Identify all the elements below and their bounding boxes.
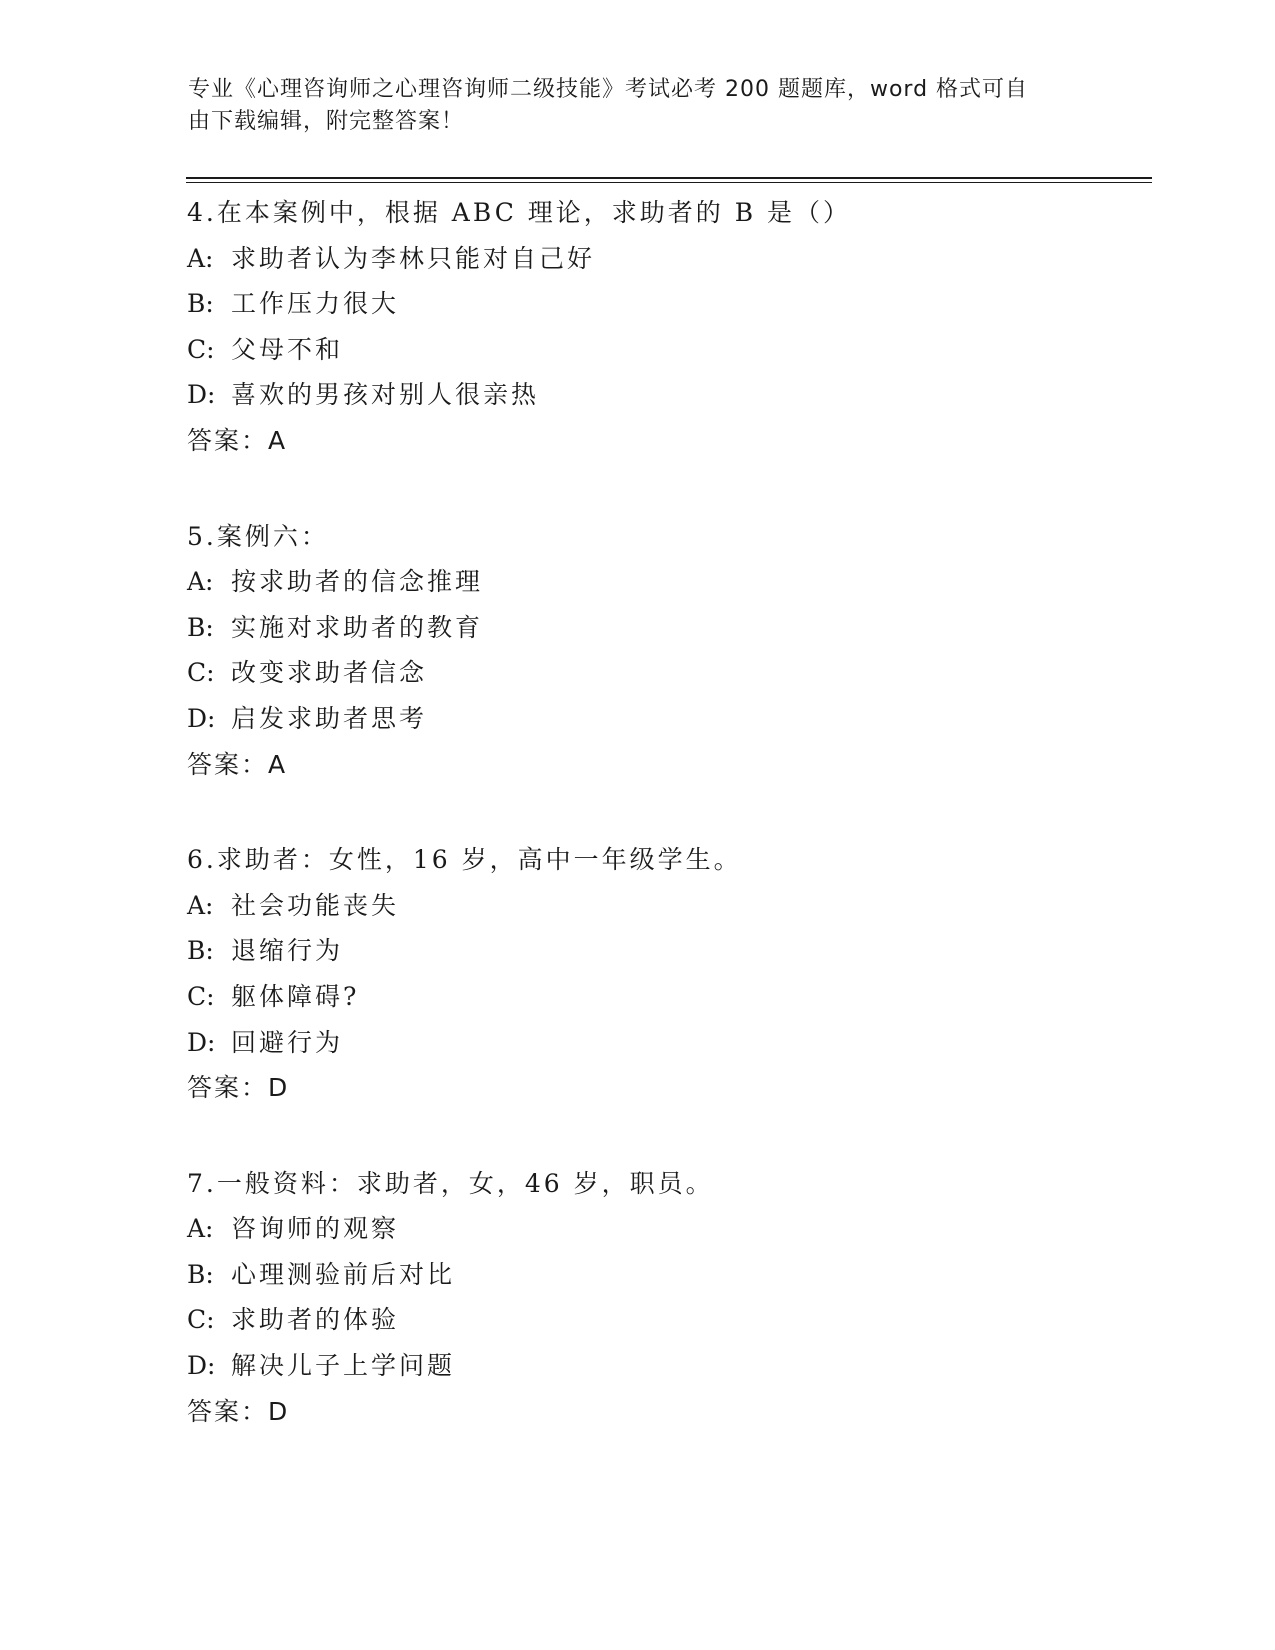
option-text: 躯体障碍? [231,981,360,1011]
option-letter: B: [187,612,214,642]
question-6 [187,837,1147,1111]
option-letter: B: [187,936,214,966]
option-a [187,236,1147,282]
option-letter: B: [187,289,214,319]
option-text: 工作压力很大 [231,289,400,319]
header-line-2: 由下载编辑，附完整答案！ [188,109,465,134]
option-text: 社会功能丧失 [231,890,400,920]
option-text: 退缩行为 [231,936,344,966]
option-c [187,1297,1147,1343]
question-stem: 6.求助者：女性，16 岁，高中一年级学生。 [187,845,742,875]
question-5 [187,514,1147,788]
option-text: 求助者的体验 [231,1305,400,1335]
option-c [187,974,1147,1020]
option-letter: A: [187,243,214,273]
option-letter: A: [187,567,214,597]
option-b [187,605,1147,651]
answer-line: 答案：A [187,749,288,779]
header-divider-thin [186,182,1152,183]
option-b [187,928,1147,974]
option-text: 改变求助者信念 [231,658,428,688]
option-text: 启发求助者思考 [231,703,428,733]
option-text: 求助者认为李林只能对自己好 [231,243,596,273]
option-a [187,883,1147,929]
answer-line: 答案：D [187,1073,290,1103]
header-divider-thick [186,177,1152,179]
question-4 [187,190,1147,464]
option-letter: D: [187,380,216,410]
option-letter: C: [187,1305,215,1335]
option-text: 按求助者的信念推理 [231,567,484,597]
option-b [187,1252,1147,1298]
option-letter: C: [187,658,215,688]
option-letter: C: [187,334,215,364]
option-d [187,1343,1147,1389]
answer-line: 答案：A [187,425,288,455]
option-a [187,1206,1147,1252]
question-7 [187,1161,1147,1435]
option-letter: D: [187,1351,216,1381]
option-letter: B: [187,1259,214,1289]
document-header [188,74,1068,138]
option-text: 喜欢的男孩对别人很亲热 [231,380,540,410]
option-text: 实施对求助者的教育 [231,612,484,642]
option-text: 心理测验前后对比 [231,1259,456,1289]
option-text: 咨询师的观察 [231,1214,400,1244]
option-d [187,372,1147,418]
question-stem: 5.案例六： [187,521,329,551]
question-stem: 7.一般资料：求助者，女，46 岁，职员。 [187,1168,714,1198]
question-list [187,190,1147,1484]
option-letter: A: [187,1214,214,1244]
option-d [187,1020,1147,1066]
header-line-1: 专业《心理咨询师之心理咨询师二级技能》考试必考 200 题题库，word 格式可自 [188,77,1029,102]
answer-line: 答案：D [187,1396,290,1426]
option-b [187,281,1147,327]
option-c [187,650,1147,696]
option-letter: D: [187,703,216,733]
option-c [187,327,1147,373]
option-letter: D: [187,1027,216,1057]
option-text: 解决儿子上学问题 [231,1351,456,1381]
option-a [187,559,1147,605]
option-letter: C: [187,981,215,1011]
option-text: 回避行为 [231,1027,344,1057]
option-text: 父母不和 [231,334,344,364]
question-stem: 4.在本案例中，根据 ABC 理论，求助者的 B 是（） [187,198,852,227]
option-letter: A: [187,890,214,920]
option-d [187,696,1147,742]
